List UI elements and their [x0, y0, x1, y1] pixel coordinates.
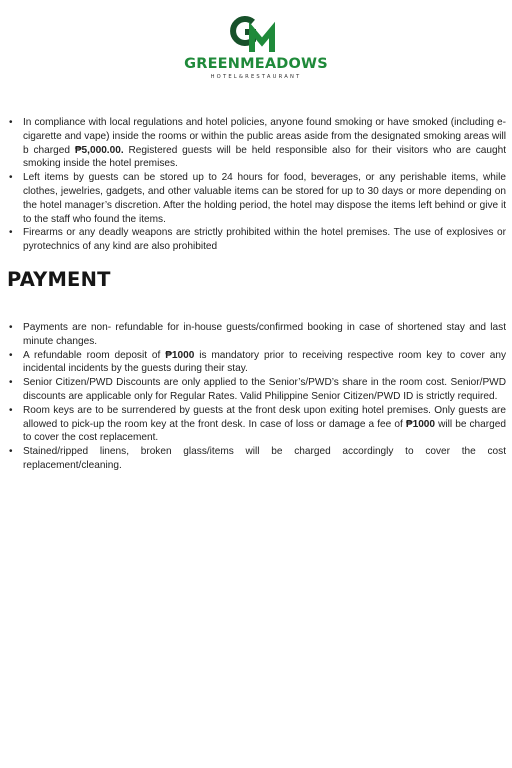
list-item: • Room keys are to be surrendered by guests at the front desk upon exiting hotel premises. Only guests are allowed to pick-up the room key at the front desk. In case of loss or damage a fee of ₱1000 will be charged to cover the cost replacement.: [9, 404, 506, 444]
policy-list: [9, 116, 506, 254]
list-item: • A refundable room deposit of ₱1000 is mandatory prior to receiving respective room key to cover any incidental incidents by the guests during their stay.: [9, 349, 506, 375]
list-item: • Stained/ripped linens, broken glass/items will be charged accordingly to cover the cost replacement/cleaning.: [9, 446, 506, 471]
hotel-logo: [0, 14, 512, 81]
list-item: • Payments are non- refundable for in-house guests/confirmed booking in case of shortened stay and last minute changes.: [9, 322, 506, 347]
brand-name: GREENMEADOWS: [184, 56, 328, 72]
section-heading: PAYMENT: [7, 268, 111, 291]
payment-list: [9, 321, 506, 473]
list-item: • Left items by guests can be stored up to 24 hours for food, beverages, or any perishable items, while clothes, jewelries, gadgets, and other valuable items can be stored for up to 30 days or more depending on the hotel manager’s discretion. After the holding period, the hotel may dispose the items left behind or give it to the staff who found the items.: [9, 172, 506, 225]
brand-tagline: HOTEL&RESTAURANT: [210, 74, 302, 80]
list-item: • Firearms or any deadly weapons are strictly prohibited within the hotel premises. The use of explosives or pyrotechnics of any kind are also prohibited: [9, 227, 506, 253]
gm-monogram-icon: [226, 14, 286, 54]
list-item: • In compliance with local regulations and hotel policies, anyone found smoking or have smoked (including e-cigarette and vape) inside the rooms or within the public areas aside from the designated smoking areas will b charged ₱5,000.00. Registered guests will be held responsible also for their visitors who are caught smoking inside the hotel premises.: [9, 117, 506, 170]
list-item: • Senior Citizen/PWD Discounts are only applied to the Senior’s/PWD’s share in the room cost. Senior/PWD discounts are applicable only for Regular Rates. Valid Philippine Senior Citizen/PWD ID is strictly required.: [9, 377, 506, 402]
